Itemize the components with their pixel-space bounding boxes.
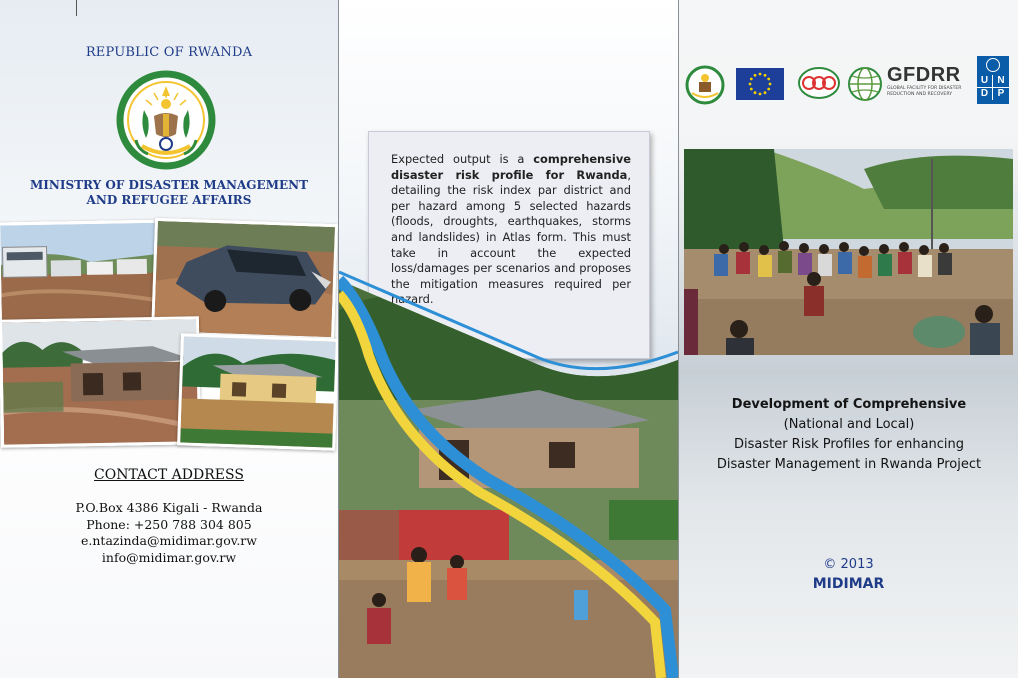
project-title-line-2: (National and Local)	[783, 417, 915, 432]
contact-email-2[interactable]: info@midimar.gov.rw	[101, 549, 237, 565]
undp-letter-d: D	[977, 88, 993, 100]
project-title	[693, 395, 1005, 475]
gfdrr-subtext-1: GLOBAL FACILITY FOR DISASTER	[887, 86, 962, 91]
eu-flag-icon	[736, 68, 784, 100]
tick-mark	[76, 0, 77, 16]
right-panel	[679, 0, 1018, 678]
project-title-line-4: Disaster Management in Rwanda Project	[716, 457, 982, 472]
undp-letter-p: P	[997, 88, 1005, 99]
photo-crowd-flood	[684, 149, 1013, 355]
left-panel	[0, 0, 338, 678]
photo-collapsed-house	[0, 316, 201, 447]
world-bank-globe-icon	[847, 66, 883, 102]
contact-po-box: P.O.Box 4386 Kigali - Rwanda	[75, 500, 263, 515]
undp-logo	[977, 56, 1009, 104]
contact-phone: Phone: +250 788 304 805	[86, 516, 252, 532]
flood-photo-with-wave	[339, 270, 678, 678]
copyright-text: © 2013	[823, 557, 874, 572]
ministry-line-2: AND REFUGEE AFFAIRS	[86, 193, 252, 207]
undp-letter-n: N	[993, 75, 1009, 88]
coat-of-arms-icon	[116, 70, 216, 170]
project-title-line-1: Development of Comprehensive	[731, 397, 967, 412]
ministry-heading	[10, 178, 328, 208]
photo-buses-flood	[0, 220, 169, 328]
rwanda-seal-icon	[684, 65, 726, 105]
acp-logo-icon	[797, 66, 841, 100]
gfdrr-subtext-2: REDUCTION AND RECOVERY	[887, 92, 953, 97]
middle-panel	[339, 0, 678, 678]
gfdrr-text: GFDRR	[887, 64, 961, 86]
output-rest: , detailing the risk index par district and per hazard among 5 selected hazards (floods, droughts, earthquakes, storms and landslides) in Atlas form. This must take in account the expected loss/damages per scenarios and proposes the mitigation measures required per hazard.	[391, 167, 631, 307]
gfdrr-logo	[887, 64, 975, 98]
output-intro: Expected output is a	[391, 152, 534, 166]
photo-flooded-house	[177, 333, 338, 450]
contact-title: CONTACT ADDRESS	[94, 467, 244, 483]
contact-email-1[interactable]: e.ntazinda@midimar.gov.rw	[81, 533, 257, 548]
undp-letter-u: U	[977, 75, 993, 88]
organization-name: MIDIMAR	[812, 576, 885, 592]
project-title-line-3: Disaster Risk Profiles for enhancing	[733, 437, 965, 452]
republic-heading: REPUBLIC OF RWANDA	[85, 45, 253, 60]
contact-block	[0, 500, 338, 566]
output-bold: comprehensive disaster risk profile for Rwanda	[391, 152, 631, 182]
ministry-line-1: MINISTRY OF DISASTER MANAGEMENT	[29, 178, 309, 192]
un-emblem-icon	[986, 58, 1000, 72]
